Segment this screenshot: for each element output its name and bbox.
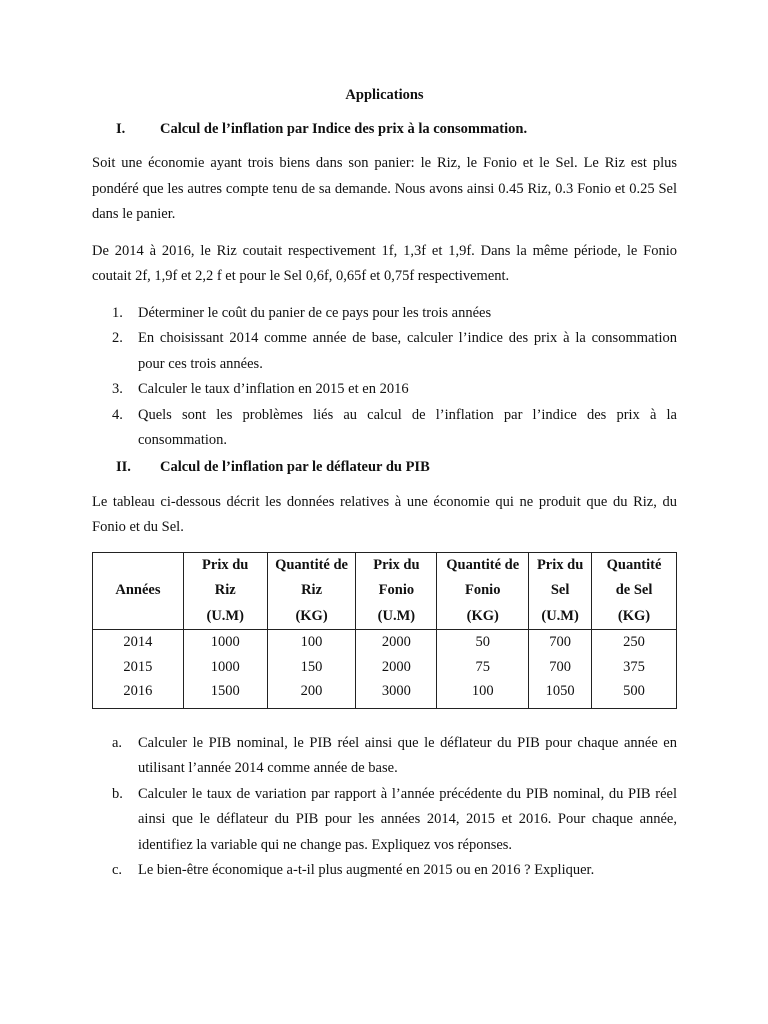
table-header-cell: [356, 552, 437, 630]
list-item-text: En choisissant 2014 comme année de base, calculer l’indice des prix à la consommation pour ces trois années.: [138, 330, 677, 372]
table-cell: 500: [592, 679, 677, 708]
header-line: (KG): [295, 607, 328, 624]
list-item-marker: 2.: [112, 330, 123, 346]
table-cell: 1500: [183, 679, 267, 708]
header-line: Prix du: [202, 556, 249, 573]
list-item-text: Calculer le taux d’inflation en 2015 et en 2016: [138, 381, 409, 397]
list-item: [92, 403, 677, 454]
list-item: [92, 731, 677, 782]
header-line: (U.M): [541, 607, 579, 624]
header-line: Années: [115, 582, 161, 598]
page-title: Applications: [345, 87, 424, 103]
table-cell: 2016: [93, 679, 184, 708]
list-item: [92, 782, 677, 859]
header-line: (KG): [466, 607, 499, 624]
table-cell: 2015: [93, 655, 184, 680]
table-cell: 375: [592, 655, 677, 680]
section-2-number: II.: [116, 458, 131, 475]
header-line: Fonio: [378, 582, 415, 598]
header-line: Quantité de: [446, 556, 520, 573]
table-row: [93, 655, 677, 680]
header-line: Riz: [301, 582, 323, 598]
table-cell: 700: [529, 630, 592, 655]
list-item-text: Déterminer le coût du panier de ce pays pour les trois années: [138, 304, 492, 321]
table-cell: 200: [267, 679, 356, 708]
table-cell: 100: [267, 630, 356, 655]
list-item-marker: a.: [112, 734, 123, 751]
list-item-marker: 1.: [112, 304, 123, 321]
table-cell: 700: [529, 655, 592, 680]
header-line: Prix du: [536, 556, 584, 573]
table-cell: 100: [437, 679, 529, 708]
header-line: Sel: [550, 582, 570, 598]
header-line: (U.M): [377, 607, 416, 624]
data-table: [92, 552, 677, 709]
section-1-paragraph-1: Soit une économie ayant trois biens dans son panier: le Riz, le Fonio et le Sel. Le Riz est plus pondéré que les autres compte tenu de sa demande. Nous avons ainsi 0.45 Riz, 0.3 Fonio et 0.25 Sel dans le panier.: [92, 155, 677, 222]
section-1-question-list: [92, 301, 677, 454]
table-cell: 1000: [183, 655, 267, 680]
table-cell: 2000: [356, 655, 437, 680]
table-header-cell: [93, 552, 184, 630]
section-2-question-list: [92, 731, 677, 884]
section-1-number: I.: [116, 121, 126, 137]
section-1-title: Calcul de l’inflation par Indice des prix à la consommation.: [160, 121, 528, 137]
table-cell: 50: [437, 630, 529, 655]
list-item-marker: c.: [112, 862, 123, 878]
table-cell: 1050: [529, 679, 592, 708]
list-item-text: Le bien-être économique a-t-il plus augmenté en 2015 ou en 2016 ? Expliquer.: [138, 862, 595, 878]
header-line: (KG): [617, 607, 651, 624]
list-item-marker: 3.: [112, 381, 123, 397]
table-cell: 2014: [93, 630, 184, 655]
table-cell: 3000: [356, 679, 437, 708]
table-header-cell: [592, 552, 677, 630]
section-1-paragraph-2: De 2014 à 2016, le Riz coutait respectivement 1f, 1,3f et 1,9f. Dans la même période, le Fonio coutait 2f, 1,9f et 2,2 f et pour le Sel 0,6f, 0,65f et 0,75f respectivement.: [92, 242, 677, 284]
table-header-cell: [437, 552, 529, 630]
table-header-cell: [267, 552, 356, 630]
list-item: [92, 377, 677, 403]
table-header-cell: [183, 552, 267, 630]
table-header-cell: [529, 552, 592, 630]
section-2-title: Calcul de l’inflation par le déflateur du PIB: [160, 458, 430, 475]
header-line: Quantité de: [275, 556, 348, 573]
header-line: Riz: [214, 582, 236, 598]
section-2-heading: [92, 456, 677, 478]
section-1-heading: [92, 118, 677, 140]
table-cell: 1000: [183, 630, 267, 655]
list-item-text: Calculer le PIB nominal, le PIB réel ainsi que le déflateur du PIB pour chaque année en utilisant l’année 2014 comme année de base.: [138, 734, 677, 776]
header-line: Fonio: [465, 582, 501, 598]
header-line: de Sel: [615, 582, 653, 598]
header-line: Prix du: [373, 556, 420, 573]
section-2-paragraph-1: Le tableau ci-dessous décrit les données relatives à une économie qui ne produit que du Riz, du Fonio et du Sel.: [92, 493, 677, 535]
list-item-text: Calculer le taux de variation par rapport à l’année précédente du PIB nominal, du PIB réel ainsi que le déflateur du PIB pour les années 2014, 2015 et 2016. Pour chaque année, identifiez la variable qui ne change pas. Expliquez vos réponses.: [138, 785, 677, 853]
list-item: [92, 326, 677, 377]
header-line: (U.M): [206, 607, 244, 624]
table-header-row: [93, 552, 677, 630]
table-cell: 75: [437, 655, 529, 680]
document-page: [92, 84, 677, 884]
list-item-text: Quels sont les problèmes liés au calcul de l’inflation par l’indice des prix à la consommation.: [138, 406, 677, 448]
list-item-marker: b.: [112, 785, 123, 802]
table-cell: 2000: [356, 630, 437, 655]
table-cell: 150: [267, 655, 356, 680]
list-item: [92, 858, 677, 884]
table-cell: 250: [592, 630, 677, 655]
table-row: [93, 679, 677, 708]
header-line: Quantité: [606, 556, 662, 573]
list-item: [92, 301, 677, 327]
list-item-marker: 4.: [112, 406, 123, 423]
table-row: [93, 630, 677, 655]
